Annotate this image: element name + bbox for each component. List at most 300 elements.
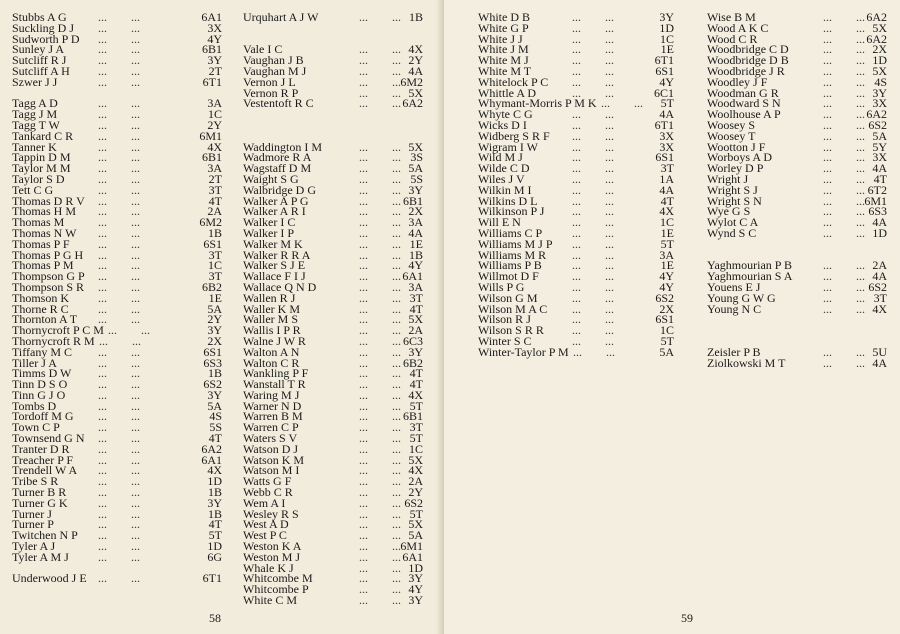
entry-code: 6S2 (404, 495, 423, 510)
entry-name: Wilkin M I (478, 182, 532, 197)
entry-code: 6A2 (866, 31, 887, 46)
entry-code: 2X (207, 333, 222, 348)
entry-code: 6S3 (868, 204, 887, 219)
entry-name: Sudworth P D (12, 31, 80, 46)
leader-dots: ... ... (359, 63, 401, 78)
entry-name: Woolhouse A P (707, 107, 781, 122)
entry-code: 3X (659, 139, 674, 154)
leader-dots: ... ... (572, 53, 614, 68)
left-page (0, 0, 444, 634)
leader-dots: ... ... (823, 279, 865, 294)
entry-code: 3X (659, 128, 674, 143)
leader-dots: ... ... (98, 377, 140, 392)
entry-name: Thomson K (12, 290, 69, 305)
entry-name: Vernon R P (243, 85, 299, 100)
entry-name: Tagg J M (12, 107, 58, 122)
leader-dots: ... ... (98, 301, 140, 316)
entry-name: Wilson G M (478, 290, 538, 305)
entry-name: Wild M J (478, 150, 523, 165)
entry-code: 3Y (207, 495, 222, 510)
entry-code: 2A (408, 323, 423, 338)
entry-code: 6S1 (203, 236, 222, 251)
leader-dots: ... ... (359, 269, 401, 284)
entry-code: 2T (208, 171, 222, 186)
entry-code: 6A2 (201, 441, 222, 456)
entry-name: Suckling D J (12, 20, 75, 35)
entry-name: Williams M R (478, 247, 547, 262)
entry-name: Watson K M (243, 452, 305, 467)
entry-name: Wood C R (707, 31, 758, 46)
entry-name: Whitelock P C (478, 74, 549, 89)
entry-name: Woodward S N (707, 96, 781, 111)
entry-name: Wood A K C (707, 20, 769, 35)
entry-code: 3Y (408, 344, 423, 359)
entry-name: Waddington I M (243, 139, 323, 154)
leader-dots: ... ... (359, 279, 401, 294)
leader-dots: ... ... (572, 323, 614, 338)
entry-name: Wadmore R A (243, 150, 312, 165)
entry-code: 1D (872, 53, 887, 68)
entry-code: 3Y (207, 387, 222, 402)
entry-name: Turner P (12, 517, 54, 532)
entry-name: Sutcliff R J (12, 53, 67, 68)
leader-dots: ... ... (359, 225, 401, 240)
entry-code: 6A2 (866, 107, 887, 122)
entry-code: 4A (872, 355, 887, 370)
leader-dots: ... ... (108, 323, 150, 338)
entry-name: White J J (478, 31, 523, 46)
leader-dots: ... ... (823, 290, 865, 305)
entry-code: 4A (408, 63, 423, 78)
entry-code: 5A (659, 344, 674, 359)
leader-dots: ... ... (359, 333, 401, 348)
leader-dots: ... ... (572, 85, 614, 100)
entry-code: 5A (872, 128, 887, 143)
entry-name: White D B (478, 10, 530, 24)
entry-name: Wigram I W (478, 139, 538, 154)
leader-dots: ... ... (359, 366, 401, 381)
leader-dots: ... ... (359, 215, 401, 230)
entry-name: Wright S J (707, 182, 758, 197)
entry-name: Thomas P F (12, 236, 70, 251)
entry-name: Wilson S R R (478, 323, 544, 338)
entry-name: Vestentoft R C (243, 96, 314, 111)
entry-name: Wagstaff D M (243, 161, 312, 176)
entry-code: 6A1 (402, 549, 423, 564)
entry-name: Thomas D R V (12, 193, 85, 208)
entry-name: Stubbs A G (12, 10, 67, 24)
entry-name: Woodley J F (707, 74, 768, 89)
entry-name: Widberg S R F (478, 128, 550, 143)
leader-dots: ... ... (823, 107, 865, 122)
entry-code: 4A (872, 161, 887, 176)
entry-name: Woodman G R (707, 85, 779, 100)
entry-code: 6B2 (201, 279, 222, 294)
leader-dots: ... ... (359, 539, 401, 554)
entry-name: Wye G S (707, 204, 751, 219)
entry-name: Yaghmourian S A (707, 269, 793, 284)
leader-dots: ... ... (572, 74, 614, 89)
entry-code: 3A (207, 96, 222, 111)
entry-name: White J M (478, 42, 529, 57)
entry-name: Williams C P (478, 225, 543, 240)
leader-dots: ... ... (572, 333, 614, 348)
leader-dots: ... ... (359, 290, 401, 305)
entry-code: 4A (659, 182, 674, 197)
entry-name: Whyte C G (478, 107, 533, 122)
entry-name: Sutcliff A H (12, 63, 70, 78)
entry-code: 1D (207, 539, 222, 554)
entry-name: Tankard C R (12, 128, 74, 143)
entry-code: 4T (409, 301, 423, 316)
leader-dots: ... ... (98, 355, 140, 370)
entry-code: 3T (208, 182, 222, 197)
entry-name: Warren B M (243, 409, 303, 424)
entry-name: Tribe S R (12, 474, 59, 489)
leader-dots: ... ... (572, 171, 614, 186)
entry-name: Tiffany M C (12, 344, 73, 359)
leader-dots: ... ... (98, 409, 140, 424)
page-number: 59 (681, 611, 693, 625)
entry-name: Walker I P (243, 225, 295, 240)
leader-dots: ... ... (359, 355, 401, 370)
list-item (12, 573, 222, 584)
leader-dots: ... ... (98, 528, 140, 543)
leader-dots: ... ... (98, 344, 140, 359)
entry-code: 1B (207, 225, 222, 240)
leader-dots: ... ... (98, 463, 140, 478)
entry-code: 6B1 (402, 193, 423, 208)
entry-name: Waters S V (243, 431, 298, 446)
entry-code: 3Y (408, 182, 423, 197)
entry-code: 1C (659, 31, 674, 46)
leader-dots: ... ... (572, 247, 614, 262)
entry-name: Tyler A J (12, 539, 56, 554)
entry-name: Wilkins D L (478, 193, 538, 208)
entry-name: Walker A R I (243, 204, 306, 219)
entry-code: 6T1 (202, 74, 222, 89)
entry-code: 5A (207, 398, 222, 413)
list-spacer (243, 109, 423, 120)
leader-dots: ... ... (572, 128, 614, 143)
entry-name: Weston M J (243, 549, 301, 564)
leader-dots: ... ... (98, 96, 140, 111)
entry-code: 2T (208, 63, 222, 78)
leader-dots: ... ... (98, 517, 140, 532)
list-item (707, 355, 887, 370)
entry-name: Whymant-Morris P M K (478, 96, 597, 111)
leader-dots: ... ... (823, 20, 865, 35)
entry-name: Trendell W A (12, 463, 78, 478)
leader-dots: ... ... (359, 323, 401, 338)
entry-code: 6S2 (203, 377, 222, 392)
entry-name: Will E N (478, 215, 521, 230)
entry-code: 4X (408, 42, 423, 57)
entry-name: Tinn D S O (12, 377, 68, 392)
entry-name: Waller M S (243, 312, 299, 327)
entry-name: Worboys A D (707, 150, 773, 165)
leader-dots: ... ... (823, 53, 865, 68)
entry-name: Yaghmourian P B (707, 258, 793, 273)
entry-code: 4A (408, 225, 423, 240)
entry-code: 4T (208, 193, 222, 208)
list-item (707, 225, 887, 240)
list-item (478, 344, 674, 359)
entry-name: Turner J (12, 506, 52, 521)
entry-code: 1C (659, 215, 674, 230)
entry-name: Warren C P (243, 420, 299, 435)
entry-code: 3T (409, 420, 423, 435)
leader-dots: ... ... (601, 96, 643, 111)
leader-dots: ... ... (98, 204, 140, 219)
entry-code: 3X (872, 96, 887, 111)
entry-name: Watson D J (243, 441, 299, 456)
leader-dots: ... ... (98, 387, 140, 402)
leader-dots: ... ... (823, 74, 865, 89)
entry-name: Waring M J (243, 387, 300, 402)
leader-dots: ... ... (823, 355, 865, 370)
entry-name: Whale K J (243, 560, 294, 575)
entry-code: 3Y (872, 85, 887, 100)
entry-code: 6S1 (655, 150, 674, 165)
entry-name: Weston K A (243, 539, 302, 554)
leader-dots: ... ... (572, 204, 614, 219)
leader-dots: ... ... (823, 63, 865, 78)
entry-name: Townsend G N (12, 431, 85, 446)
entry-name: Tyler A M J (12, 549, 69, 564)
entry-name: Wilson M A C (478, 301, 548, 316)
leader-dots: ... ... (572, 258, 614, 273)
leader-dots: ... ... (572, 107, 614, 122)
leader-dots: ... ... (359, 506, 401, 521)
leader-dots: ... ... (98, 193, 140, 208)
leader-dots: ... ... (98, 42, 140, 57)
entry-name: Taylor S D (12, 171, 65, 186)
entry-code: 6A2 (866, 10, 887, 24)
entry-code: 3T (873, 290, 887, 305)
entry-code: 6A2 (402, 96, 423, 111)
entry-code: 3A (408, 215, 423, 230)
leader-dots: ... ... (573, 344, 615, 359)
entry-name: Walker R R A (243, 247, 311, 262)
entry-code: 4X (408, 463, 423, 478)
entry-code: 5T (409, 398, 423, 413)
entry-name: Turner B R (12, 485, 67, 500)
entry-name: Willmot D F (478, 269, 539, 284)
entry-name: Timms D W (12, 366, 72, 381)
entry-code: 6B2 (402, 355, 423, 370)
entry-code: 4Y (659, 74, 674, 89)
entry-name: Wallace Q N D (243, 279, 317, 294)
entry-name: Tombs D (12, 398, 57, 413)
leader-dots: ... ... (823, 182, 865, 197)
entry-code: 1D (408, 560, 423, 575)
entry-code: 4X (659, 204, 674, 219)
entry-code: 3Y (408, 571, 423, 586)
entry-code: 6G (207, 549, 222, 564)
leader-dots: ... ... (98, 571, 140, 586)
leader-dots: ... ... (98, 53, 140, 68)
entry-code: 6C1 (653, 85, 674, 100)
list-spacer (707, 239, 887, 250)
leader-dots: ... ... (823, 96, 865, 111)
entry-name: Szwer J J (12, 74, 58, 89)
entry-name: Walker S J E (243, 258, 306, 273)
entry-name: Whitcombe P (243, 582, 309, 597)
leader-dots: ... ... (823, 171, 865, 186)
entry-code: 4X (207, 139, 222, 154)
entry-name: Turner G K (12, 495, 68, 510)
entry-code: 1E (660, 42, 674, 57)
entry-name: Thomas M (12, 215, 65, 230)
leader-dots: ... ... (98, 107, 140, 122)
leader-dots: ... ... (98, 258, 140, 273)
entry-code: 4Y (659, 269, 674, 284)
entry-name: Woodbridge D B (707, 53, 789, 68)
leader-dots: ... ... (359, 377, 401, 392)
right-page-column-1 (478, 12, 674, 358)
entry-name: Tranter D R (12, 441, 70, 456)
left-page-column-2 (243, 12, 423, 606)
entry-code: 6S2 (868, 279, 887, 294)
leader-dots: ... ... (359, 463, 401, 478)
entry-code: 6C3 (402, 333, 423, 348)
leader-dots: ... ... (98, 150, 140, 165)
entry-code: 3Y (207, 53, 222, 68)
entry-name: Thornycroft R M (12, 333, 95, 348)
entry-code: 5A (408, 528, 423, 543)
entry-name: Webb C R (243, 485, 293, 500)
leader-dots: ... ... (823, 150, 865, 165)
entry-name: Waller K M (243, 301, 301, 316)
leader-dots: ... ... (359, 150, 401, 165)
entry-code: 1D (872, 225, 887, 240)
leader-dots: ... ... (359, 485, 401, 500)
leader-dots: ... ... (359, 549, 401, 564)
entry-code: 3X (872, 150, 887, 165)
entry-name: Wallen R J (243, 290, 296, 305)
right-page (444, 0, 900, 634)
entry-name: Sunley J A (12, 42, 65, 57)
leader-dots: ... ... (98, 312, 140, 327)
entry-code: 5T (660, 236, 674, 251)
leader-dots: ... ... (359, 258, 401, 273)
entry-name: Whitcombe M (243, 571, 313, 586)
entry-code: 3A (408, 279, 423, 294)
entry-name: Watts G F (243, 474, 292, 489)
entry-code: 5A (408, 161, 423, 176)
leader-dots: ... ... (572, 290, 614, 305)
entry-name: Thorne R C (12, 301, 69, 316)
entry-code: 6M1 (864, 193, 887, 208)
entry-code: 6S2 (655, 290, 674, 305)
list-spacer (243, 120, 423, 131)
entry-name: Woodbridge C D (707, 42, 789, 57)
entry-code: 6T2 (867, 182, 887, 197)
entry-name: Tett C G (12, 182, 54, 197)
list-item (243, 12, 423, 23)
entry-code: 6A1 (402, 269, 423, 284)
leader-dots: ... ... (572, 312, 614, 327)
list-item (243, 595, 423, 606)
entry-code: 4Y (408, 582, 423, 597)
leader-dots: ... ... (359, 560, 401, 575)
entry-code: 5X (872, 20, 887, 35)
entry-name: Tagg A D (12, 96, 58, 111)
leader-dots: ... ... (98, 269, 140, 284)
entry-name: Tanner K (12, 139, 57, 154)
entry-code: 6M2 (199, 215, 222, 230)
entry-code: 6M2 (400, 74, 423, 89)
entry-name: Wright J (707, 171, 749, 186)
entry-name: Tiller J A (12, 355, 57, 370)
entry-code: 1B (408, 10, 423, 24)
leader-dots: ... ... (359, 452, 401, 467)
leader-dots: ... ... (359, 582, 401, 597)
page-number: 58 (209, 611, 221, 625)
leader-dots: ... ... (98, 290, 140, 305)
leader-dots: ... ... (572, 301, 614, 316)
entry-code: 1B (207, 366, 222, 381)
entry-code: 2Y (408, 53, 423, 68)
entry-code: 2Y (408, 485, 423, 500)
leader-dots: ... ... (98, 31, 140, 46)
entry-name: Woodbridge J R (707, 63, 785, 78)
entry-code: 5X (408, 312, 423, 327)
leader-dots: ... ... (359, 85, 401, 100)
entry-code: 2X (659, 301, 674, 316)
entry-code: 6B1 (402, 409, 423, 424)
leader-dots: ... ... (823, 193, 865, 208)
entry-name: Zeisler P B (707, 344, 761, 359)
leader-dots: ... ... (99, 333, 141, 348)
entry-name: Thompson S R (12, 279, 85, 294)
entry-name: Wem A I (243, 495, 286, 510)
entry-code: 1D (659, 20, 674, 35)
leader-dots: ... ... (359, 409, 401, 424)
entry-code: 4A (872, 269, 887, 284)
leader-dots: ... ... (98, 420, 140, 435)
entry-code: 3Y (408, 593, 423, 608)
leader-dots: ... ... (98, 506, 140, 521)
leader-dots: ... ... (572, 10, 614, 24)
entry-code: 6T1 (202, 571, 222, 586)
entry-name: Thomas H M (12, 204, 76, 219)
entry-code: 1A (659, 171, 674, 186)
entry-name: Vale I C (243, 42, 283, 57)
entry-name: Wynd S C (707, 225, 757, 240)
entry-name: Wootton J F (707, 139, 766, 154)
entry-code: 6T1 (654, 53, 674, 68)
entry-name: Tinn G J O (12, 387, 66, 402)
entry-name: Wilkinson P J (478, 204, 545, 219)
entry-code: 3Y (207, 323, 222, 338)
entry-code: 3T (409, 290, 423, 305)
entry-code: 4T (873, 171, 887, 186)
entry-name: Vaughan J B (243, 53, 304, 68)
entry-name: Thompson G P (12, 269, 85, 284)
leader-dots: ... ... (359, 344, 401, 359)
leader-dots: ... ... (359, 53, 401, 68)
leader-dots: ... ... (823, 161, 865, 176)
leader-dots: ... ... (98, 539, 140, 554)
entry-name: Young N C (707, 301, 762, 316)
leader-dots: ... ... (823, 85, 865, 100)
leader-dots: ... ... (823, 301, 865, 316)
entry-name: Youens E J (707, 279, 761, 294)
leader-dots: ... ... (359, 474, 401, 489)
entry-code: 4T (208, 431, 222, 446)
